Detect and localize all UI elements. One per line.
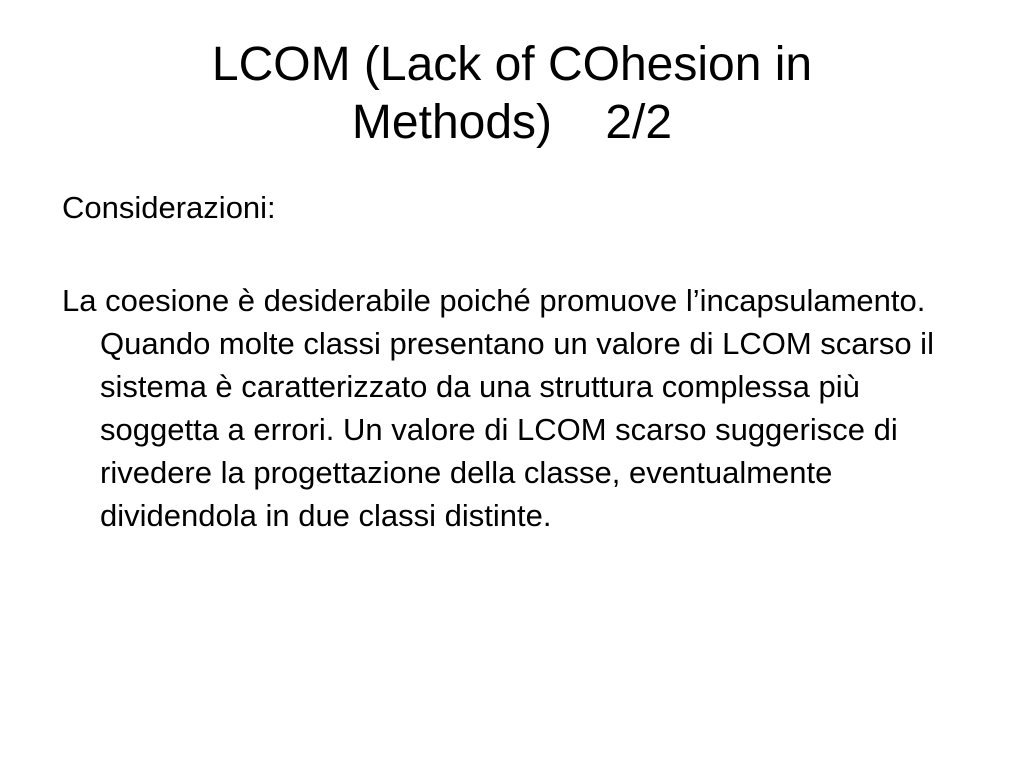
intro-text: Considerazioni:: [62, 190, 276, 225]
slide-title-line-2: Methods) 2/2: [351, 96, 673, 149]
slide-title-line-1: LCOM (Lack of COhesion in: [211, 38, 813, 91]
slide-title: [60, 36, 964, 152]
cohesion-paragraph: La coesione è desiderabile poiché promuove l’incapsulamento. Quando molte classi presentano un valore di LCOM scarso il sistema è caratterizzato da una struttura complessa più soggetta a errori. Un valore di LCOM scarso suggerisce di rivedere la progettazione della classe, eventualmente dividendola in due classi distinte.: [62, 283, 934, 533]
slide-body: [62, 186, 962, 537]
